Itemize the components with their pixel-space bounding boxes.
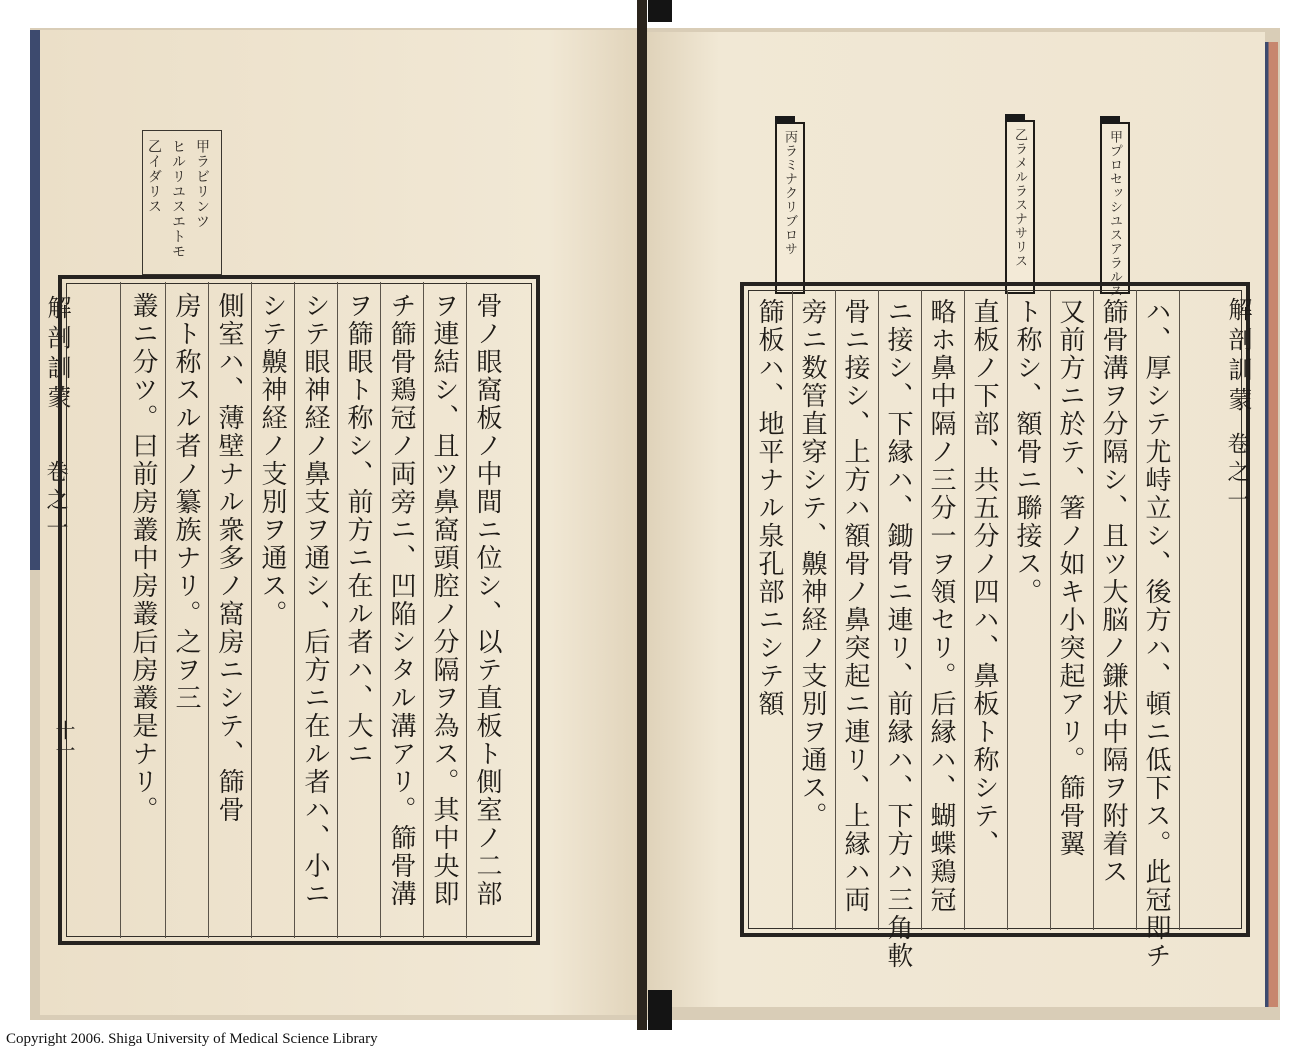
left-page [40,30,638,1015]
left-column-1: 骨ノ眼窩板ノ中間ニ位シ、以テ直板ト側室ノ二部 [472,292,502,908]
show-through [340,90,358,108]
left-volume-label: 卷之一 [43,460,68,544]
left-column-2: ヲ連結シ、且ツ鼻窩頭腔ノ分隔ヲ為ス。其中央即 [429,292,459,908]
copyright-notice: Copyright 2006. Shiga University of Medical Science Library [6,1031,378,1047]
margin-tag-text-1: 甲プロセッシユスアラルス [1107,130,1122,298]
gloss-3: 乙イダリス [146,139,162,214]
gloss-1: 甲ラビリンツ [194,139,210,229]
margin-tag-text-2: 乙ラメルラスナサリス [1012,128,1027,268]
right-column-7: ニ接シ、下縁ハ、鋤骨ニ連リ、前縁ハ、下方ハ三角軟 [883,298,913,970]
right-column-3: 又前方ニ於テ、箸ノ如キ小突起アリ。篩骨翼 [1055,298,1085,858]
left-column-3: チ篩骨鶏冠ノ両旁ニ、凹陥シタル溝アリ。篩骨溝 [386,292,416,908]
right-column-10: 篩板ハ、地平ナル泉孔部ニシテ額 [754,298,784,718]
right-column-9: 旁ニ数管直穿シテ、齅神経ノ支別ヲ通ス。 [797,298,827,830]
left-side-title: 解剖訓蒙 [43,295,71,415]
binding-band-top [648,0,672,22]
left-column-8: 房ト称スル者ノ纂族ナリ。之ヲ三 [171,292,201,712]
right-column-6: 略ホ鼻中隔ノ三分一ヲ領セリ。后縁ハ、蝴蝶鶏冠 [926,298,956,914]
right-margin-tag-2 [1005,120,1035,294]
right-margin-tag-1 [1100,122,1130,298]
gloss-2: ヒルリユスエトモ [170,139,186,259]
left-column-7: 側室ハ、薄壁ナル衆多ノ窩房ニシテ、篩骨 [214,292,244,824]
right-margin-tag-3 [775,122,805,294]
right-column-2: 篩骨溝ヲ分隔シ、且ツ大脳ノ鎌状中隔ヲ附着ス [1098,298,1128,886]
binding-band-bottom [648,990,672,1030]
right-column-5: 直板ノ下部、共五分ノ四ハ、鼻板ト称シテ、 [969,298,999,858]
left-column-5: シテ眼神経ノ鼻支ヲ通シ、后方ニ在ル者ハ、小ニ [300,292,330,908]
left-folio: 十一 [52,720,76,760]
left-column-4: ヲ篩眼ト称シ、前方ニ在ル者ハ、大ニ [343,292,373,768]
left-cover-edge [30,30,40,570]
book-gutter [637,0,647,1030]
right-volume-label: 卷之一 [1224,432,1249,516]
left-column-6: シテ齅神経ノ支別ヲ通ス。 [257,292,287,628]
left-column-9: 叢ニ分ツ。曰前房叢中房叢后房叢是ナリ。 [128,292,158,824]
right-column-8: 骨ニ接シ、上方ハ額骨ノ鼻突起ニ連リ、上縁ハ両 [840,298,870,914]
right-column-1: ハ、厚シテ尤峙立シ、後方ハ、頓ニ低下ス。此冠即チ [1141,298,1171,970]
right-side-title: 解剖訓蒙 [1224,297,1252,417]
right-page [645,32,1265,1007]
margin-tag-text-3: 丙ラミナクリブロサ [782,130,797,256]
right-column-4: ト称シ、額骨ニ聯接ス。 [1012,298,1042,606]
left-marginal-gloss-box [142,130,222,275]
